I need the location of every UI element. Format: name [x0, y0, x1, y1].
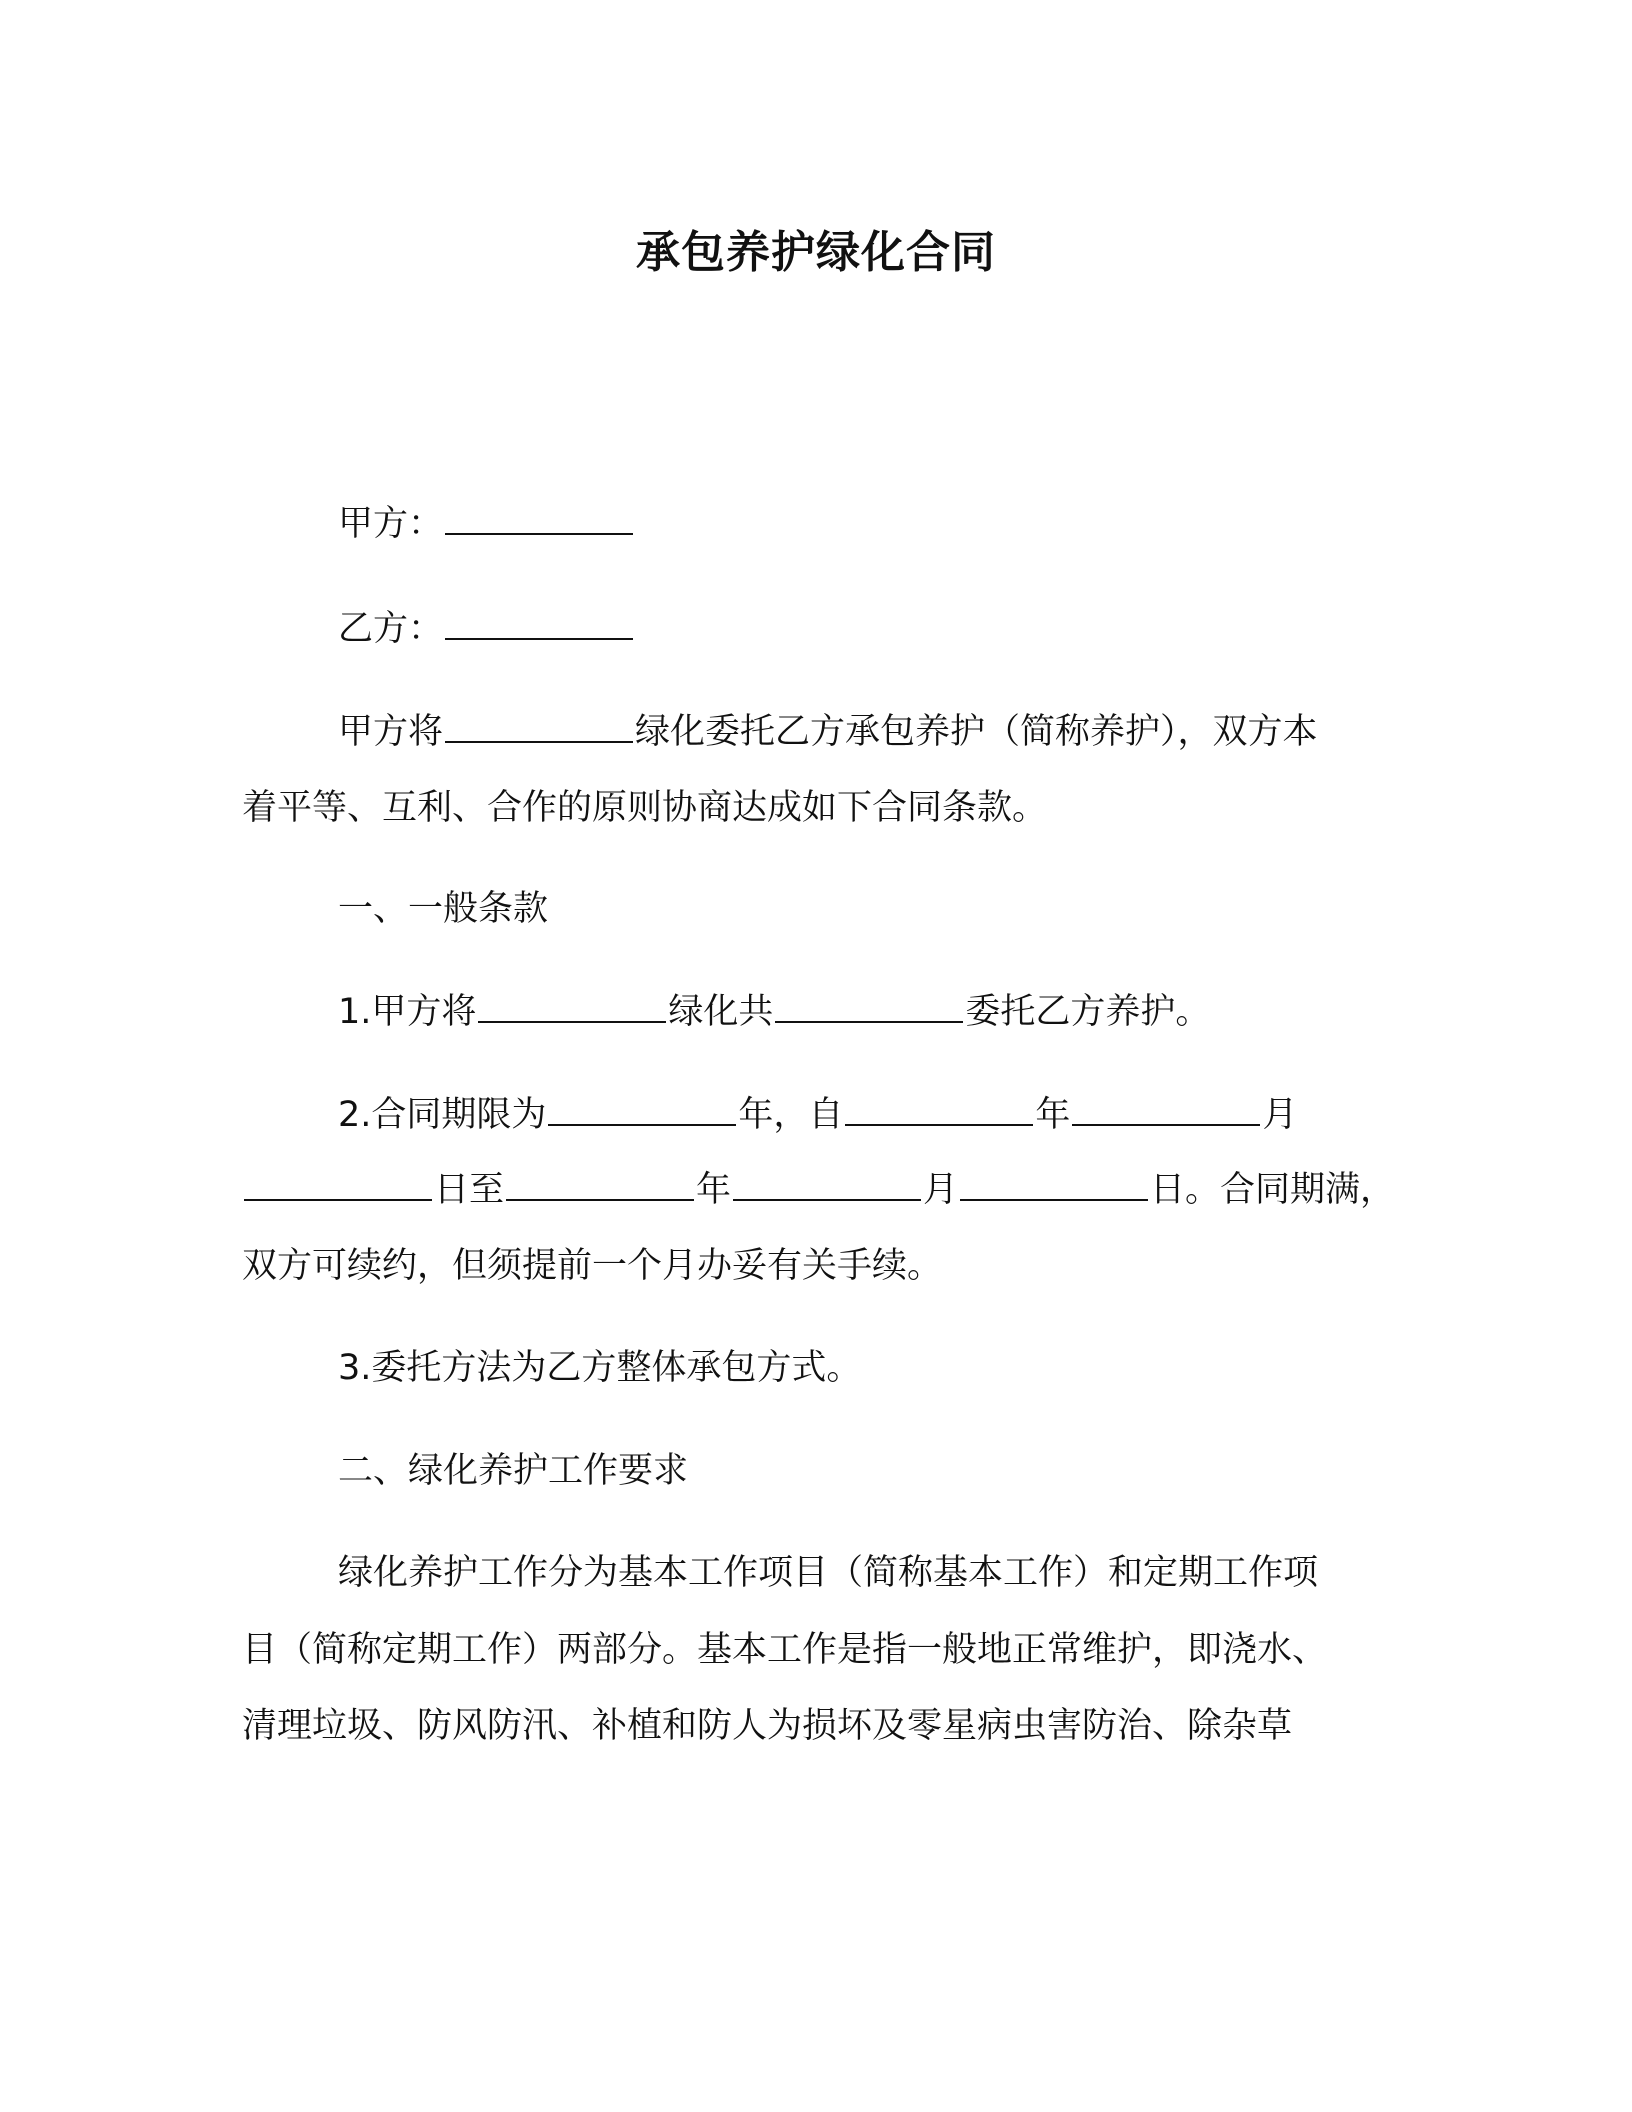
party-a-label: 甲方：: [338, 504, 444, 544]
item-2-line-2: [242, 1160, 1395, 1220]
intro-middle: 绿化委托乙方承包养护（简称养护），双方本: [635, 712, 1318, 752]
item-2-blank-7: [960, 1169, 1148, 1201]
item-2-day-2: 日。合同期满，: [1150, 1170, 1396, 1210]
item-2-month-1: 月: [1262, 1095, 1298, 1135]
document-title: 承包养护绿化合同: [636, 227, 996, 278]
item-1: [338, 982, 1210, 1042]
intro-line-1: [338, 702, 1318, 762]
item-2-line-3: 双方可续约，但须提前一个月办妥有关手续。: [242, 1246, 943, 1286]
item-1-blank-2: [775, 991, 963, 1023]
party-a-line: [338, 494, 635, 554]
item-1-middle: 绿化共: [668, 992, 774, 1032]
party-a-blank: [445, 503, 633, 535]
item-2-blank-2: [845, 1094, 1033, 1126]
item-2-year-1: 年，自: [738, 1095, 844, 1135]
item-2-blank-3: [1072, 1094, 1260, 1126]
intro-line-2: 着平等、互利、合作的原则协商达成如下合同条款。: [242, 788, 1048, 828]
party-b-blank: [445, 608, 633, 640]
paragraph-line-1: 绿化养护工作分为基本工作项目（简称基本工作）和定期工作项: [338, 1553, 1319, 1593]
item-1-suffix: 委托乙方养护。: [965, 992, 1211, 1032]
item-2-blank-6: [733, 1169, 921, 1201]
section-1-heading: 一、一般条款: [338, 889, 549, 929]
item-3: 3.委托方法为乙方整体承包方式。: [338, 1348, 862, 1388]
item-1-prefix: 1.甲方将: [338, 992, 477, 1032]
party-b-label: 乙方：: [338, 609, 444, 649]
item-2-line-1: [338, 1085, 1297, 1145]
section-2-heading: 二、绿化养护工作要求: [338, 1451, 689, 1491]
paragraph-line-2: 目（简称定期工作）两部分。基本工作是指一般地正常维护，即浇水、: [242, 1630, 1328, 1670]
item-2-prefix: 2.合同期限为: [338, 1095, 547, 1135]
item-2-day-1: 日至: [434, 1170, 505, 1210]
item-1-blank-1: [478, 991, 666, 1023]
item-2-blank-1: [548, 1094, 736, 1126]
intro-blank: [445, 711, 633, 743]
item-2-year-2: 年: [1035, 1095, 1071, 1135]
item-2-blank-5: [506, 1169, 694, 1201]
item-2-month-2: 月: [923, 1170, 959, 1210]
item-2-year-3: 年: [696, 1170, 732, 1210]
paragraph-line-3: 清理垃圾、防风防汛、补植和防人为损坏及零星病虫害防治、除杂草: [242, 1706, 1293, 1746]
intro-prefix: 甲方将: [338, 712, 444, 752]
item-2-blank-4: [244, 1169, 432, 1201]
party-b-line: [338, 599, 635, 659]
